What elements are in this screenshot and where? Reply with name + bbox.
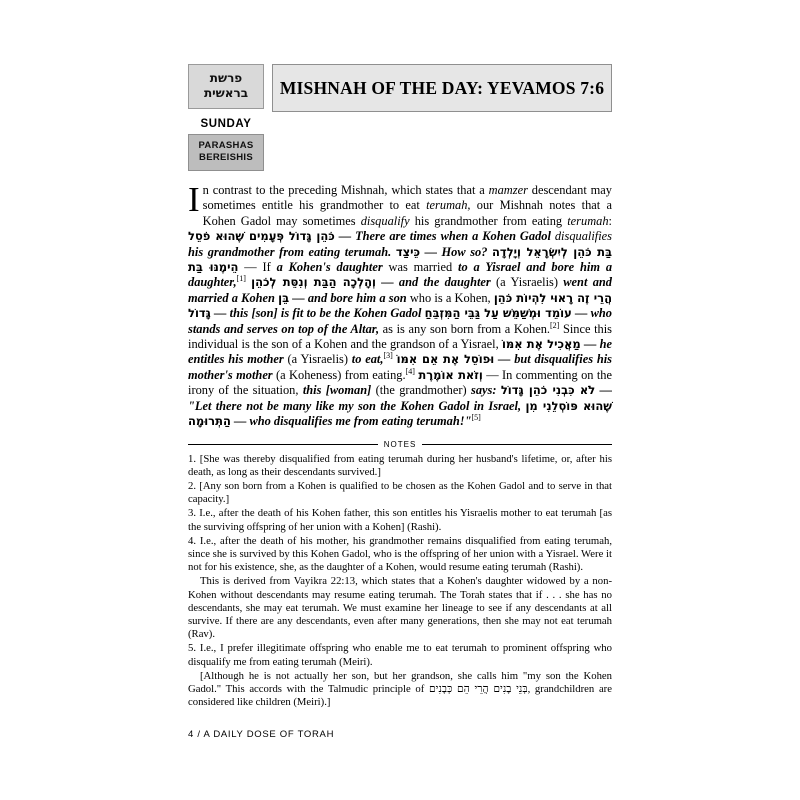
day-label: SUNDAY xyxy=(200,118,252,130)
translation-8: Since this individual is the son of a Kohen and the grandson of a Yisrael, xyxy=(188,321,612,352)
translation-9c: to eat, xyxy=(351,352,384,367)
hebrew-phrase-2: כֵּיצַד xyxy=(395,244,420,259)
translation-7: — who stands and serves on top of the Altar, xyxy=(188,306,612,336)
intro-text-1: n contrast to the preceding Mishnah, which states that a xyxy=(202,183,489,197)
hebrew-phrase-7: עוֹמֵד וּמְשַׁמֵּשׁ עַל גַּבֵּי הַמִּזְבֵּחַ xyxy=(424,306,572,321)
translation-9: — he entitles his mother xyxy=(188,337,612,367)
translation-7b: as is any son born from a Kohen. xyxy=(379,321,551,336)
hebrew-phrase-10: וּפוֹסֵל אֶת אֵם אִמּוֹ xyxy=(396,352,495,367)
hebrew-phrase-12: לֹא כִּבְנִי כֹהֵן גָּדוֹל xyxy=(500,383,596,398)
hebrew-phrase-1: כֹּהֵן גָּדוֹל פְּעָמִים שֶׁהוּא פֹסֵל xyxy=(188,229,335,244)
translation-6b: is fit to be the Kohen Gadol xyxy=(280,306,422,321)
notes-rule-left xyxy=(188,444,378,445)
footnote-ref-2[interactable]: [2] xyxy=(550,320,560,330)
translation-10b: (a Koheness) from eating. xyxy=(276,367,406,382)
translation-11d: says: xyxy=(471,383,497,398)
translation-4b: the daughter xyxy=(423,275,491,290)
note-item: 2. [Any son born from a Kohen is qualified to be chosen as the Kohen Gadol and to serve in that capacity.] xyxy=(188,479,612,506)
page-title: MISHNAH OF THE DAY: YEVAMOS 7:6 xyxy=(279,77,605,98)
translation-12e: in Israel, xyxy=(469,398,522,413)
translation-11b: this [woman] xyxy=(302,383,372,398)
intro-text-5: : xyxy=(608,213,612,228)
translation-1d: terumah. xyxy=(344,244,392,259)
parashah-block xyxy=(188,64,264,171)
translation-5: — and bore him a son xyxy=(289,290,410,305)
footnote-ref-5[interactable]: [5] xyxy=(471,412,481,422)
parashah-hebrew-line2: בראשית xyxy=(203,86,249,100)
intro-terumah-2: terumah xyxy=(567,213,609,228)
note-item: 5. I.e., I prefer illegitimate offspring who enable me to eat terumah to prominent offspring who disqualify me from eating terumah (Meiri). xyxy=(188,642,612,668)
page-title-bar xyxy=(272,64,612,112)
parashah-english-label xyxy=(188,134,264,171)
page-footer: 4 / A DAILY DOSE OF TORAH xyxy=(188,729,335,740)
translation-13: — who disqualifies me from eating terumah!" xyxy=(230,414,472,429)
intro-text-2: descendant may sometimes entitle his grandmother to eat xyxy=(202,183,613,213)
note-item: 4. I.e., after the death of his mother, his grandmother remains disqualified from eating terumah, since she is survived by this Kohen Gadol, who is the offspring of her union with a Yisrael. Were it not for his existence, she, as the daughter of a Kohen, would resume eating terumah (Rashi). xyxy=(188,534,612,574)
hebrew-phrase-6: הֲרֵי זֶה רָאוּי לִהְיוֹת כֹּהֵן גָּדוֹל xyxy=(188,290,612,321)
hebrew-phrase-4: וְהָלְכָה הַבַּת וְנִסֵּת לְכֹהֵן xyxy=(251,275,376,290)
drop-cap: I xyxy=(188,180,200,219)
page-header xyxy=(188,64,612,171)
translation-11: — In commenting on the irony of the situation, xyxy=(188,367,613,398)
note-item: 3. I.e., after the death of his Kohen father, this son entitles his Yisraelis mother to eat terumah [as the surviving offspring of her union with a Kohen] (Rashi). xyxy=(188,507,612,533)
note-item: This is derived from Vayikra 22:13, which states that a Kohen's daughter widowed by a non-Kohen without descendants may resume eating terumah. The Torah states that if . . . she has no descendants, she may eat terumah. We must examine her lineage to see if any descendants at all survive. If there are any descendants, even after many generations, then she may not eat terumah (Rav). xyxy=(188,575,612,641)
translation-12c: be many xyxy=(262,398,316,413)
parashah-hebrew-line1: פרשת xyxy=(209,71,243,85)
hebrew-phrase-11: וְזֹאת אוֹמֶרֶת xyxy=(418,367,483,382)
translation-12: — "Let there xyxy=(188,383,612,413)
translation-1c: his grandmother from eating xyxy=(188,244,345,259)
note-item: 1. [She was thereby disqualified from eating terumah during her husband's lifetime, or, after his death, as long as their descendants survived.] xyxy=(188,452,612,478)
intro-terumah: terumah, xyxy=(426,198,471,213)
translation-12b: not xyxy=(246,398,263,413)
footnote-ref-1[interactable]: [1] xyxy=(236,274,246,284)
hebrew-phrase-9: מַאֲכִיל אֶת אִמּוֹ xyxy=(501,337,581,352)
intro-disqualify: disqualify xyxy=(360,213,410,228)
translation-5b: who is a Kohen, xyxy=(409,290,491,305)
hebrew-phrase-13: שֶׁהוּא פּוֹסְלֵנִי מִן הַתְּרוּמָה xyxy=(188,398,612,429)
translation-3c: was married xyxy=(382,260,459,275)
translation-3: — If xyxy=(238,260,277,275)
notes-list xyxy=(188,453,612,710)
notes-rule-right xyxy=(422,444,612,445)
parashah-english-line2: BEREISHIS xyxy=(199,152,253,163)
hebrew-phrase-5: בֵּן xyxy=(278,290,290,305)
translation-9b: (a Yisraelis) xyxy=(287,352,352,367)
translation-3b: a Kohen's daughter xyxy=(276,260,383,275)
translation-4: — and xyxy=(375,275,424,290)
note-item: [Although he is not actually her son, but her grandson, she calls him "my son the Kohen Gadol." This accords with the Talmudic principle of בְּנֵי בָנִים הֲרֵי הֵם כְּבָנִים, grandchildren are considered like children (Meiri).] xyxy=(188,669,612,709)
translation-11c: (the grandmother) xyxy=(371,383,471,398)
notes-divider xyxy=(188,440,612,449)
parashah-english-line1: PARASHAS xyxy=(198,140,254,151)
intro-mamzer: mamzer xyxy=(488,183,528,197)
translation-4d: went and married a Kohen xyxy=(188,275,612,305)
intro-text-4: his grandmother from eating xyxy=(409,213,568,228)
translation-1: — There are times when a Kohen Gadol xyxy=(334,229,555,244)
translation-6: — this [son] xyxy=(210,306,281,321)
translation-10: — but disqualifies his mother's mother xyxy=(188,352,612,382)
hebrew-phrase-3: בַּת כֹּהֵן לְיִשְׂרָאֵל וְיָלְדָה הֵימֶנּוּ בַּת xyxy=(188,244,612,275)
body-column xyxy=(188,180,613,709)
footnote-ref-3[interactable]: [3] xyxy=(383,351,393,361)
footnote-ref-4[interactable]: [4] xyxy=(405,366,415,376)
translation-1b: disqualifies xyxy=(554,229,612,244)
mishnah-body xyxy=(188,180,613,430)
translation-12d: like my son the Kohen Gadol xyxy=(315,398,470,413)
translation-2: — How so? xyxy=(419,244,488,259)
intro-text-3: our Mishnah notes that a Kohen Gadol may sometimes xyxy=(202,198,612,228)
translation-3d: to a Yisrael and bore him a daughter, xyxy=(188,260,613,290)
parashah-hebrew-label xyxy=(188,64,264,109)
notes-label: NOTES xyxy=(383,439,417,449)
translation-4c: (a Yisraelis) xyxy=(490,275,564,290)
page-sheet xyxy=(172,34,628,766)
